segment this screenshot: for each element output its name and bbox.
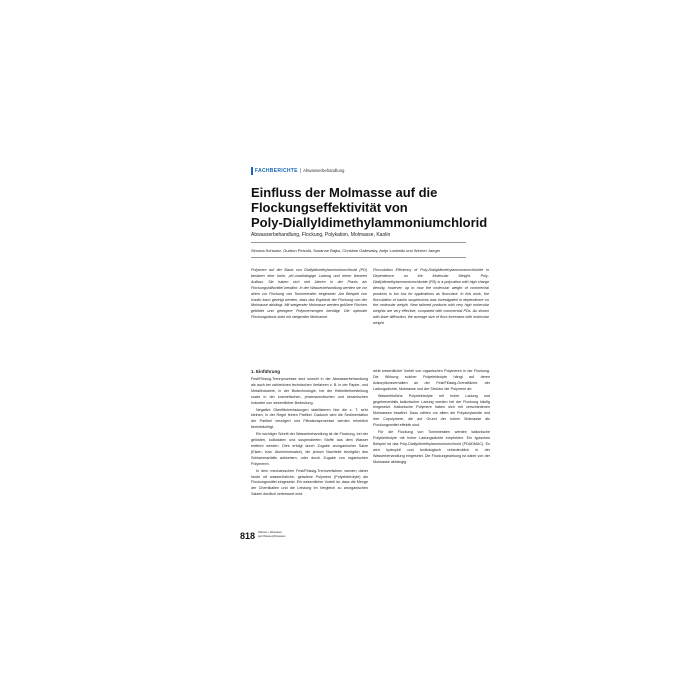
author-list: Simona Schwarz, Gudrun Petzold, Susanne Bajko, Christine Gallewsky, Antje Lunkwitz und Werner Jaeger [251, 248, 441, 253]
body-paragraph: In dem mechanischen Fest/Flüssig-Trennverfahren werden daher heute oft wasserlösliche, geladene Polymere (Polyelektrolyte) als Flockungsmittel eingesetzt. Ein wesentlicher Vorteil ist, dass die Menge der Chemikalien und die Leistung im Vergleich zu anorganischen Salzen deutlich verbessert wird. [251, 468, 368, 497]
article-title [251, 185, 511, 230]
body-column-right [373, 369, 490, 467]
body-paragraph: Fest/Flüssig-Trennprozesse sind sowohl in der Abwasserbehandlung als auch bei zahlreichen technischen Verfahren z. B. in der Papier- und Metallindustrie, in der Biotechnologie, bei der Heilmittelherstellung sowie in der kosmetischen, pharmazeutischen und keramischen Industrie von wesentlicher Bedeutung. [251, 377, 368, 405]
divider [251, 242, 466, 243]
abstract-german: Polymere auf der Basis von Diallyldimethylammoniumchlorid (PD) besitzen eine hohe, pH-unabhängige Ladung und einen linearen Aufbau. Sie haben sich seit Jahren in der Praxis als Flockungshilfsmittel bewährt. In der Wasserbehandlung werden sie vor allem zur Flockung von Tonmineralen eingesetzt. Am Beispiel von Kaolin kann gezeigt werden, dass das Ergebnis der Flockung von der Molmasse abhängt. Mit steigender Molmasse werden größere Flocken gebildet und geringere Polymermengen benötigt. Die optimale Flockungsdosis sinkt mit steigender Molmasse. [251, 268, 367, 320]
section-header [251, 166, 461, 176]
title-line: Flockungseffektivität von [251, 200, 408, 215]
journal-meta-line: Wasser • Abwasser [258, 530, 283, 534]
title-line: Poly-Diallyldimethylammoniumchlorid [251, 215, 488, 230]
section-separator: | [299, 168, 302, 174]
abstract-english: Flocculation Efficiency of Poly-Diallyldimethylammoniumchloride in Dependence on the Molecular Weight. Poly-Diallyldimethylammoniumchloride (PD) is a polycation with high charge density, however, up to now the molecular weight of commercial products is too low for applications as flocculant. In this work, the flocculation of kaolin suspensions was investigated in dependence on the molecular weight. New tailored products with very high molecular weights are very effective, compared with commercial PDs. As shown with laser diffraction, the average size of flocs increases with molecular weight. [373, 268, 489, 326]
section-heading: 1. Einführung [251, 369, 280, 374]
body-paragraph: Negative Oberflächenladungen stabilisieren hier die z. T. sehr kleinen, in der Regel feinen Partikel. Dadurch wird die Sedimentation der Partikel verzögert und Filtrationsprozesse werden erheblich beeinträchtigt. [251, 407, 368, 430]
body-column-left [251, 369, 368, 499]
page-footer [240, 530, 360, 542]
subsection-label: Abwasserbehandlung [303, 168, 345, 173]
journal-meta [258, 531, 318, 538]
divider [251, 257, 466, 258]
body-paragraph: wirkt wesentlicher Vorteil von organischen Polymeren in der Flockung. Die Wirkung solcher Polyelektrolyte hängt auf deren Adsorptionsverhalten an der Fest/Flüssig-Grenzfläche, der Ladungsdichte, Molmasse und der Struktur der Polymere ab. [373, 369, 490, 391]
title-line: Einfluss der Molmasse auf die [251, 185, 438, 200]
keywords: Abwasserbehandlung, Flockung, Polykation, Molmasse, Kaolin [251, 232, 391, 238]
body-paragraph: Wasserlösliche Polyelektrolyte mit hoher Ladung und gegebenenfalls kationischer Ladung werden bei der Flockung häufig eingesetzt. Kationische Polymere haben sich mit verschiedenen Molmassen bewährt. Dazu zählen vor allem die Polyacrylamide und ihre Copolymere, die auf Grund der hohen Molmasse als Flockungsmittel effektiv sind. [373, 393, 490, 428]
section-label: FACHBERICHTE [255, 168, 298, 174]
section-marker-bar [251, 167, 253, 175]
journal-meta-line: gwf-Wasser|Abwasser [258, 533, 286, 538]
body-paragraph: Ein wichtiger Schritt der Wasserbehandlung ist die Flockung, bei der gelösten, kolloidalen und suspendierten Stoffe aus dem Wasser entfernt werden. Dies erfolgt durch Zugabe anorganischer Salze (Eisen- bzw. Aluminiumsalze), die jedoch Nachteile bezüglich des Schlammanfalls aufweisen, oder durch Zugabe von organischen Polymeren. [251, 432, 368, 466]
body-paragraph: Für die Flockung von Tonmineralen werden kationische Polyelektrolyte mit hoher Ladungsdichte empfohlen. Ein typisches Beispiel ist das Poly-Diallyldimethylammoniumchlorid (PDADMAC). Es wird hydrophil und toxikologisch unbedenklich in der Wasserbehandlung eingesetzt. Die Flockungswirkung ist dabei von der Molmasse abhängig. [373, 430, 490, 464]
page-number: 818 [240, 531, 256, 541]
